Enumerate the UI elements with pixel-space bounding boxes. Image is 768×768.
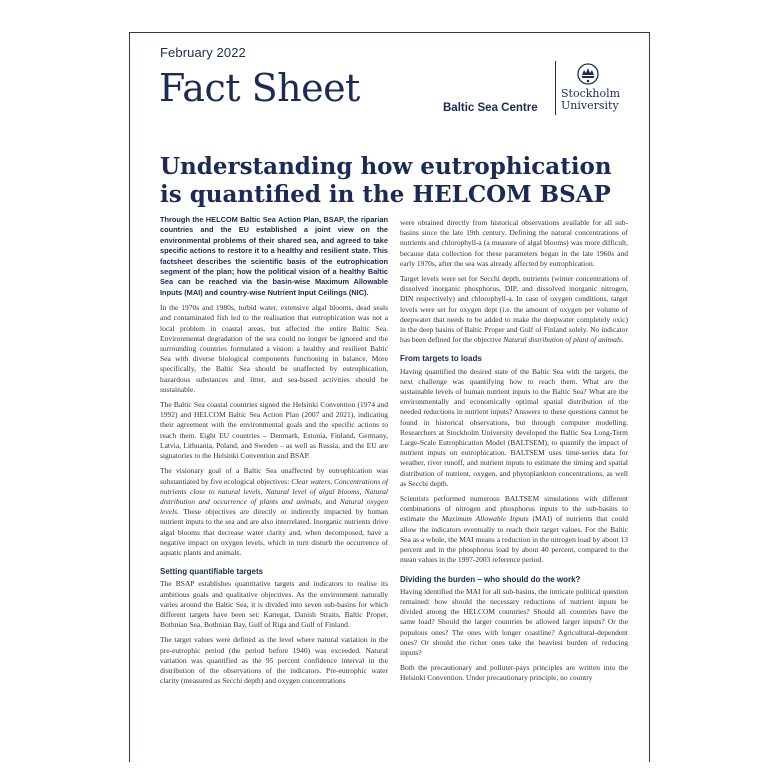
logo-divider: [555, 61, 556, 115]
left-column: [160, 215, 388, 691]
university-logo-text: [561, 88, 647, 112]
body-paragraph: Target levels were set for Secchi depth, nutrients (winter concentrations of dissolved inorganic phosphorus, DIP, and dissolved inorganic nitrogen, DIN respectively) and chlorophyll-a. In case of oxygen conditions, target levels were set for oxygen dept (i.e. the amount of oxygen per volume of deepwater that needs to be added to make the deepwater completely oxic) in the deep basins of Baltic Proper and Gulf of Finland solely. No indicator has been defined for the objective Natural distribution of plant of animals.: [400, 274, 628, 345]
section-heading-burden: Dividing the burden – who should do the work?: [400, 574, 581, 584]
lead-paragraph: Through the HELCOM Baltic Sea Action Plan, BSAP, the riparian countries and the EU established a joint view on the environmental problems of their shared sea, and agreed to take specific actions to restore it to a healthy and resilient state. This factsheet describes the scientific basis of the eutrophication segment of the plan; how the political vision of a healthy Baltic Sea can be reached via the basin-wise Maximum Allowable Inputs (MAI) and country-wise Nutrient Input Ceilings (NIC).: [160, 215, 388, 297]
university-name-line2: University: [561, 99, 619, 112]
title-line1: Understanding how eutrophication: [160, 153, 612, 180]
body-paragraph: In the 1970s and 1980s, turbid water, extensive algal blooms, dead seals and contaminated fish led to the realisation that eutrophication was not a local problem in coastal areas, but affected the entire Baltic Sea. Environmental degradation of the sea could no longer be ignored and the surrounding countries formulated a vision: a healthy and resilient Baltic Sea with diverse biological components functioning in balance. More specifically, the Baltic Sea should be unaffected by eutrophication, hazardous substances and litter, and sea-based activities should be sustainable.: [160, 303, 388, 394]
section-heading-targets: Setting quantifiable targets: [160, 567, 264, 577]
body-paragraph: The BSAP establishes quantitative targets and indicators to realise its ambitious goals and qualitative objectives. As the environment naturally varies around the Baltic Sea, it is divided into seven sub-basins for which different targets have been set: Kattegat, Danish Straits, Baltic Proper, Bothnian Sea, Bothnian Bay, Gulf of Riga and Gulf of Finland.: [160, 579, 388, 630]
body-paragraph: Having quantified the desired state of the Baltic Sea with the targets, the next challenge was quantifying how to reach them. What are the sustainable levels of human nutrient inputs to the Baltic Sea? What are the environmentally and economically optimal spatial distribution of the needed reductions in nutrient inputs? Answers to these questions cannot be found in historical observations, but through computer modelling. Researchers at Stockholm University developed the Baltic Sea Long-Term Large-Scale Eutrophication Model (BALTSEM), to quantify the impact of nutrient inputs on eutrophication. BALTSEM uses time-series data for weather, river runoff, and nutrient inputs to estimate the timing and spatial distribution of nutrient, oxygen, and phytoplankton concentrations, as well as Secchi depth.: [400, 366, 628, 488]
fact-sheet-page: [129, 32, 650, 762]
document-title: [160, 153, 630, 209]
body-paragraph: were obtained directly from historical observations available for all sub-basins since the late 19th century. Defining the natural concentrations of nutrients and chlorophyll-a (a measure of algal blooms) was more difficult, because data collection for these parameters began in the late 1960s and early 1970s, after the sea was already affected by eutrophication.: [400, 218, 628, 268]
title-line2: is quantified in the HELCOM BSAP: [160, 181, 611, 208]
baltic-sea-centre-logo-text: Baltic Sea Centre: [443, 102, 538, 114]
university-name-line1: Stockholm: [561, 87, 621, 100]
body-paragraph: Having identified the MAI for all sub-basins, the intricate political question remained: how should the necessary reductions of nutrient inputs be divided among the HELCOM countries? Should all countries have the same load? Should the larger countries be allowed larger inputs? Or the populous ones? The ones with longer coastline? Agricultural-dependent ones? Or should the richer ones take the heaviest burden of reducing inputs?: [400, 586, 628, 657]
crown-crest-icon: [577, 61, 599, 87]
body-paragraph: The Baltic Sea coastal countries signed the Helsinki Convention (1974 and 1992) and HELCOM Baltic Sea Action Plan (2007 and 2021), indicating their agreement with the environmental goals and the specific actions to reach them. Eight EU countries – Denmark, Estonia, Finland, Germany, Latvia, Lithuania, Poland, and Sweden – as well as Russia, and the EU are signatories to the Helsinki Convention and BSAP.: [160, 400, 388, 461]
document-type-heading: Fact Sheet: [159, 66, 360, 110]
publication-date: February 2022: [160, 45, 246, 60]
body-paragraph: The visionary goal of a Baltic Sea unaffected by eutrophication was substantiated by five ecological objectives: Clear waters, Concentrations of nutrients close to natural levels, Natural level of algal blooms, Natural distribution and occurrence of plants and animals, and Natural oxygen levels. These objectives are directly or indirectly impacted by human nutrient inputs to the sea and are also interrelated. Inorganic nutrients drive algal blooms that decrease water clarity and, when decomposed, have a negative impact on oxygen levels, which in turn disturb the occurrence of aquatic plants and animals.: [160, 466, 388, 557]
right-column: [400, 218, 628, 689]
body-paragraph: The target values were defined as the level where natural variation in the pre-eutrophic period (the period before 1940) was exceeded. Natural variation was quantified as the 95 percent confidence interval in the distribution of the observations of the indicators. Pre-eutrophic water clarity (measured as Secchi depth) and oxygen concentrations: [160, 635, 388, 686]
section-heading-loads: From targets to loads: [400, 354, 482, 364]
body-paragraph: Both the precautionary and polluter-pays principles are written into the Helsinki Convention. Under precautionary principle, no country: [400, 663, 628, 683]
body-paragraph: Scientists performed numerous BALTSEM simulations with different combinations of nitrogen and phosphorus inputs to the sub-basins to estimate the Maximum Allowable Inputs (MAI) of nutrients that could allow the indicators eventually to reach their target values. For the Baltic Sea as a whole, the MAI means a reduction in the nitrogen load by about 13 percent and in the phosphorus load by about 40 percent, compared to the mean values in the 1997-2003 reference period.: [400, 494, 629, 565]
